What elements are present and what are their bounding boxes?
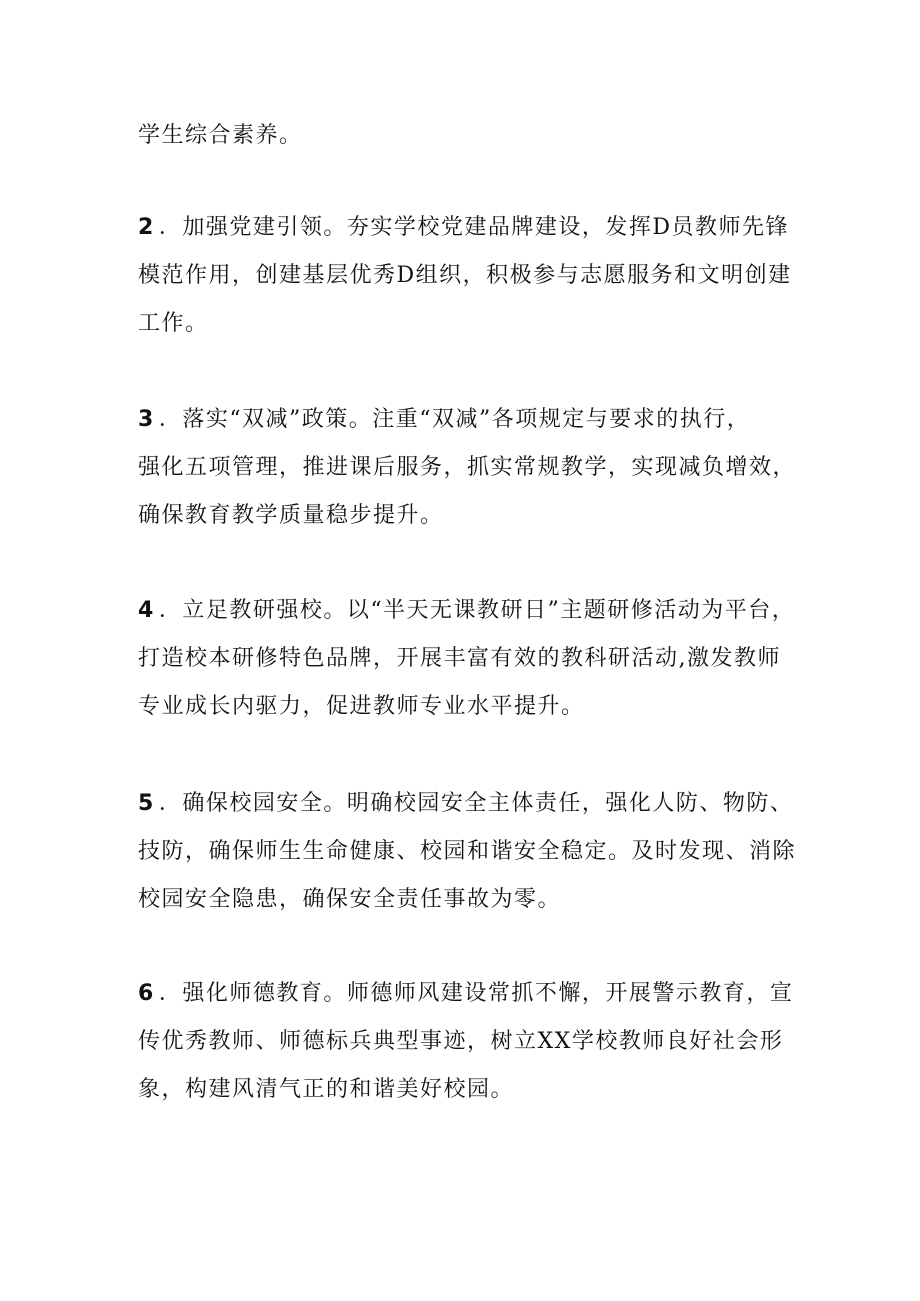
paragraph-line: 学生综合素养。 [138, 123, 303, 148]
item-heading-text: ．落实“双减”政策。注重“双减”各项规定与要求的执行， [158, 407, 751, 432]
item-heading-text: ．立足教研强校。以“半天无课教研日”主题研修活动为平台， [158, 598, 796, 623]
paragraph-first-line [138, 780, 798, 828]
paragraph-item-5 [138, 780, 798, 924]
paragraph-line: 校园安全隐患，确保安全责任事故为零。 [138, 887, 562, 912]
item-number: 3 [138, 407, 155, 432]
paragraph-line: 打造校本研修特色品牌，开展丰富有效的教科研活动,激发教师 [138, 646, 781, 671]
paragraph-first-line [138, 970, 798, 1018]
paragraph-line: 技防，确保师生生命健康、校园和谐安全稳定。及时发现、消除 [138, 839, 797, 864]
paragraph-line: 象，构建风清气正的和谐美好校园。 [138, 1077, 515, 1102]
paragraph-line: 传优秀教师、师德标兵典型事迹，树立XX学校教师良好社会形 [138, 1029, 784, 1054]
paragraph-line: 确保教育教学质量稳步提升。 [138, 503, 444, 528]
paragraph-first-line [138, 396, 798, 444]
paragraph-item-4 [138, 587, 798, 731]
item-number: 5 [138, 791, 155, 816]
paragraph-line: 模范作用，创建基层优秀D组织，积极参与志愿服务和文明创建 [138, 263, 792, 288]
paragraph-item-3 [138, 396, 798, 540]
item-number: 2 [138, 215, 155, 240]
item-heading-text: ．强化师德教育。师德师风建设常抓不懈，开展警示教育，宣 [158, 981, 794, 1006]
paragraph-item-6 [138, 970, 798, 1114]
paragraph-continuation [138, 112, 798, 160]
paragraph-line: 工作。 [138, 311, 209, 336]
paragraph-first-line [138, 204, 798, 252]
paragraph-line: 专业成长内驱力，促进教师专业水平提升。 [138, 694, 585, 719]
paragraph-item-2 [138, 204, 798, 348]
paragraph-first-line [138, 587, 798, 635]
item-heading-text: ．确保校园安全。明确校园安全主体责任，强化人防、物防、 [158, 791, 794, 816]
item-number: 6 [138, 981, 155, 1006]
item-heading-text: ．加强党建引领。夯实学校党建品牌建设，发挥D员教师先锋 [158, 215, 789, 240]
item-number: 4 [138, 598, 155, 623]
paragraph-line: 强化五项管理，推进课后服务，抓实常规教学，实现减负增效， [138, 455, 797, 480]
